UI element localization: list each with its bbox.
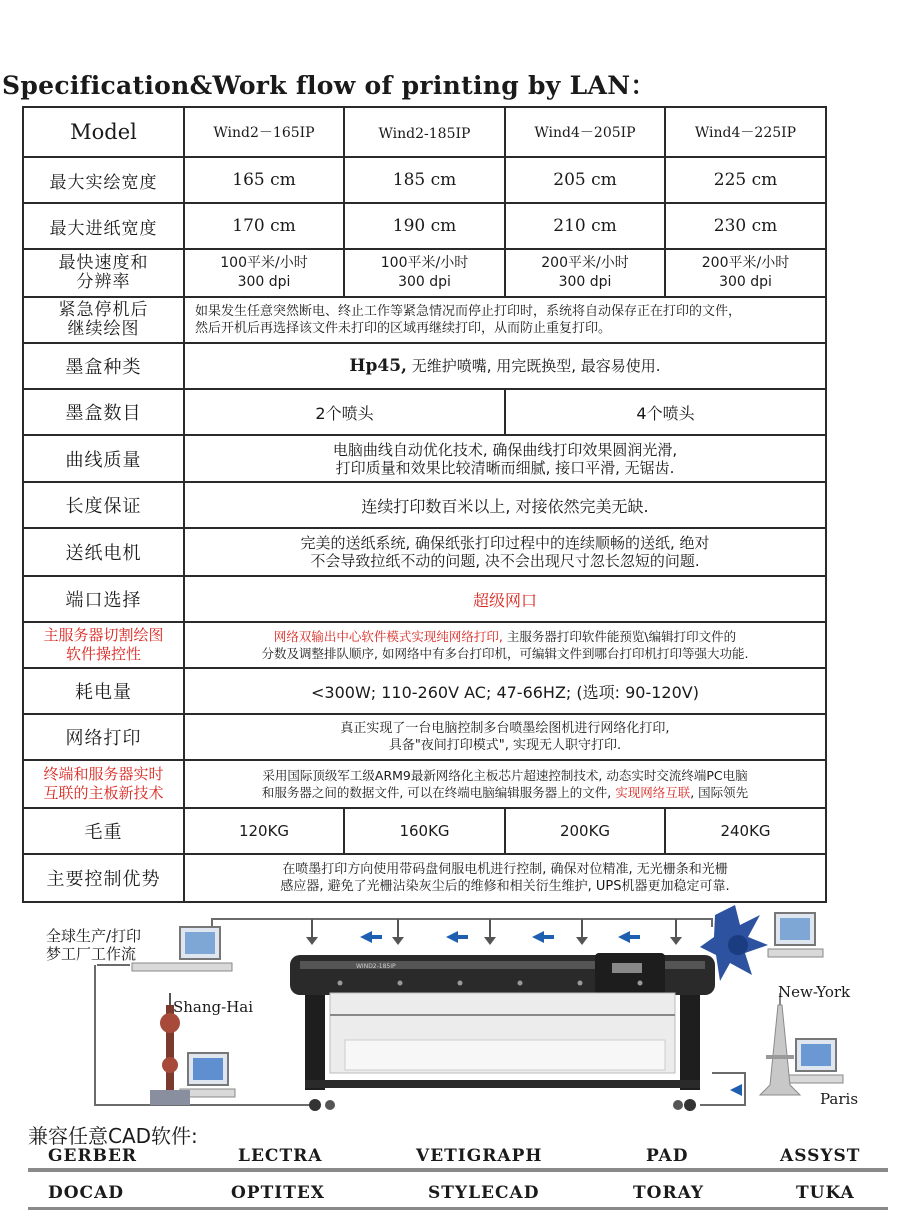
speed-rate: 200平米/小时 — [541, 255, 629, 271]
feed-value: 230 cm — [713, 216, 778, 236]
brand-name: STYLECAD — [428, 1183, 540, 1203]
row-label — [23, 249, 184, 297]
resume-desc — [184, 297, 826, 343]
board-desc — [184, 760, 826, 808]
caption-line: 全球生产/打印 — [46, 927, 142, 945]
model-cell — [184, 107, 344, 157]
row-label: 最大进纸宽度 — [23, 203, 184, 249]
row-max-feed — [23, 203, 826, 249]
desc-line: 感应器, 避免了光栅沾染灰尘后的维修和相关衍生维护, UPS机器更加稳定可靠. — [280, 879, 730, 894]
row-label — [23, 760, 184, 808]
row-port — [23, 576, 826, 622]
down-arrow-icon — [306, 937, 318, 945]
label-line: 互联的主板新技术 — [43, 784, 164, 802]
computer-icon — [768, 913, 823, 957]
brand-name: VETIGRAPH — [416, 1146, 543, 1166]
row-label: 主要控制优势 — [23, 854, 184, 902]
top-network-line — [212, 919, 712, 927]
desc-line: 在喷墨打印方向使用带码盘伺服电机进行控制, 确保对位精准, 无光栅条和光栅 — [282, 862, 728, 877]
down-arrow-icon — [670, 937, 682, 945]
divider — [28, 1168, 888, 1172]
left-arrow-icon — [360, 931, 382, 943]
row-cartridge-count — [23, 389, 826, 435]
speed-cell — [505, 249, 665, 297]
down-arrow-icon — [392, 937, 404, 945]
cartridge-desc — [184, 343, 826, 389]
brand-name: GERBER — [48, 1146, 138, 1166]
power-desc: <300W; 110-260V AC; 47-66HZ; (选项: 90-120V) — [184, 668, 826, 714]
speed-cell — [344, 249, 505, 297]
desc-red: 网络双输出中心软件模式实现纯网络打印, — [273, 629, 503, 644]
model-cell — [344, 107, 505, 157]
row-curve — [23, 435, 826, 482]
brand-name: TORAY — [633, 1183, 705, 1203]
row-model — [23, 107, 826, 157]
row-label: 墨盒种类 — [23, 343, 184, 389]
model-cell — [505, 107, 665, 157]
desc-line: 完美的送纸系统, 确保纸张打印过程中的连续顺畅的送纸, 绝对 — [300, 534, 710, 552]
desc-line: 电脑曲线自动优化技术, 确保曲线打印效果圆润光滑, — [332, 440, 678, 459]
width-value: 165 cm — [232, 170, 296, 190]
feed-value: 210 cm — [553, 216, 617, 236]
model-cell — [665, 107, 826, 157]
desc-line: 真正实现了一台电脑控制多台喷墨绘图机进行网络化打印, — [340, 721, 670, 736]
speed-dpi: 300 dpi — [398, 274, 451, 290]
server-desc — [184, 622, 826, 668]
label-line: 软件操控性 — [65, 645, 141, 663]
desc-red: 实现网络互联 — [615, 785, 691, 800]
row-label: 长度保证 — [23, 482, 184, 528]
left-arrow-icon — [618, 931, 640, 943]
speed-cell — [184, 249, 344, 297]
city-paris: Paris — [820, 1090, 859, 1108]
desc-line: 然后开机后再选择该文件未打印的区域再继续打印，从而防止重复打印。 — [195, 321, 612, 336]
row-power — [23, 668, 826, 714]
workflow-caption — [46, 927, 141, 963]
row-label: 送纸电机 — [23, 528, 184, 576]
down-arrows — [306, 919, 682, 945]
feed-motor-desc — [184, 528, 826, 576]
speed-dpi: 300 dpi — [719, 274, 772, 290]
curve-desc — [184, 435, 826, 482]
brand-name: OPTITEX — [231, 1183, 325, 1203]
weight-cell: 200KG — [505, 808, 665, 854]
feed-cell — [665, 203, 826, 249]
cartridge-count-2: 2个喷头 — [184, 389, 505, 435]
row-server — [23, 622, 826, 668]
model-value: Wind2-185IP — [378, 125, 471, 142]
desc-line: 不会导致拉纸不动的问题, 决不会出现尺寸忽长忽短的问题. — [310, 552, 700, 570]
desc-line: 打印质量和效果比较清晰而细腻, 接口平滑, 无锯齿. — [335, 458, 675, 477]
computer-icon — [132, 927, 232, 971]
computer-icon — [788, 1039, 843, 1083]
model-value: Wind4－225IP — [694, 125, 797, 141]
brand-name: ASSYST — [780, 1146, 861, 1166]
row-length — [23, 482, 826, 528]
brand-name: DOCAD — [48, 1183, 125, 1203]
brand-row — [28, 1142, 888, 1168]
speed-dpi: 300 dpi — [237, 274, 291, 290]
row-resume — [23, 297, 826, 343]
speed-dpi: 300 dpi — [558, 274, 612, 290]
desc-line: 如果发生任意突然断电、终止工作等紧急情况而停止打印时，系统将自动保存正在打印的文件， — [195, 304, 742, 319]
row-feed-motor — [23, 528, 826, 576]
brand-name: PAD — [646, 1146, 689, 1166]
weight-cell: 120KG — [184, 808, 344, 854]
row-label: 毛重 — [23, 808, 184, 854]
city-new-york: New-York — [778, 983, 851, 1001]
desc-line: 和服务器之间的数据文件, 可以在终端电脑编辑服务器上的文件, — [261, 785, 616, 800]
model-label: Model — [70, 120, 137, 144]
width-cell — [184, 157, 344, 203]
feed-cell — [344, 203, 505, 249]
row-label: 端口选择 — [23, 576, 184, 622]
row-label — [23, 107, 184, 157]
row-speed — [23, 249, 826, 297]
cartridge-text: 无维护喷嘴, 用完既换型, 最容易使用. — [406, 357, 661, 375]
feed-cell — [505, 203, 665, 249]
row-label: 最大实绘宽度 — [23, 157, 184, 203]
label-line: 最快速度和 — [58, 253, 149, 273]
label-line: 终端和服务器实时 — [43, 765, 164, 783]
cartridge-count-4: 4个喷头 — [505, 389, 826, 435]
width-value: 185 cm — [392, 170, 457, 190]
row-control — [23, 854, 826, 902]
label-line: 紧急停机后 — [58, 300, 149, 320]
desc-line: 采用国际顶级军工级ARM9最新网络化主板芯片超速控制技术, 动态实时交流终端PC电脑 — [262, 768, 748, 783]
row-label: 网络打印 — [23, 714, 184, 760]
brand-name: LECTRA — [238, 1146, 323, 1166]
port-desc: 超级网口 — [184, 576, 826, 622]
cartridge-brand: Hp45, — [349, 356, 407, 376]
weight-cell: 160KG — [344, 808, 505, 854]
row-label: 耗电量 — [23, 668, 184, 714]
network-desc — [184, 714, 826, 760]
row-label: 墨盒数目 — [23, 389, 184, 435]
right-arrow-icon — [730, 1084, 742, 1096]
plotter-icon — [290, 953, 715, 1111]
feed-value: 190 cm — [392, 216, 457, 236]
width-value: 205 cm — [553, 170, 617, 190]
model-value: Wind4－205IP — [534, 125, 636, 141]
row-max-width — [23, 157, 826, 203]
brand-name: TUKA — [796, 1183, 855, 1203]
width-value: 225 cm — [713, 170, 778, 190]
caption-line: 梦工厂工作流 — [46, 945, 137, 963]
length-desc: 连续打印数百米以上, 对接依然完美无缺. — [184, 482, 826, 528]
row-board — [23, 760, 826, 808]
divider — [28, 1207, 888, 1210]
left-arrow-icon — [532, 931, 554, 943]
control-desc — [184, 854, 826, 902]
desc-line: 分数及调整排队顺序, 如网络中有多台打印机，可编辑文件到哪台打印机打印等强大功能. — [261, 646, 749, 661]
left-arrow-icon — [446, 931, 468, 943]
desc-line: 主服务器打印软件能预览\编辑打印文件的 — [502, 629, 737, 644]
label-line: 主服务器切割绘图 — [43, 626, 164, 644]
spec-table — [22, 106, 827, 903]
down-arrow-icon — [576, 937, 588, 945]
speed-cell — [665, 249, 826, 297]
label-line: 分辨率 — [76, 272, 131, 292]
desc-line: , 国际领先 — [690, 785, 749, 800]
workflow-diagram — [0, 905, 924, 1120]
speed-rate: 100平米/小时 — [220, 255, 308, 271]
feed-cell — [184, 203, 344, 249]
down-arrow-icon — [484, 937, 496, 945]
row-cartridge — [23, 343, 826, 389]
row-weight — [23, 808, 826, 854]
model-value: Wind2－165IP — [213, 125, 315, 141]
feed-value: 170 cm — [232, 216, 296, 236]
plotter-model-text: WIND2-185IP — [356, 963, 396, 970]
desc-line: 具备"夜间打印模式", 实现无人职守打印. — [388, 738, 622, 753]
brand-row — [28, 1179, 888, 1205]
width-cell — [665, 157, 826, 203]
width-cell — [344, 157, 505, 203]
row-label — [23, 622, 184, 668]
speed-rate: 200平米/小时 — [701, 255, 790, 271]
weight-cell: 240KG — [665, 808, 826, 854]
row-network — [23, 714, 826, 760]
row-label: 曲线质量 — [23, 435, 184, 482]
compat-title: 兼容任意CAD软件: — [28, 1124, 198, 1148]
city-shanghai: Shang-Hai — [173, 998, 254, 1016]
row-label — [23, 297, 184, 343]
label-line: 继续绘图 — [67, 319, 140, 339]
speed-rate: 100平米/小时 — [380, 255, 469, 271]
page-title: Specification&Work flow of printing by LAN： — [2, 71, 656, 100]
width-cell — [505, 157, 665, 203]
